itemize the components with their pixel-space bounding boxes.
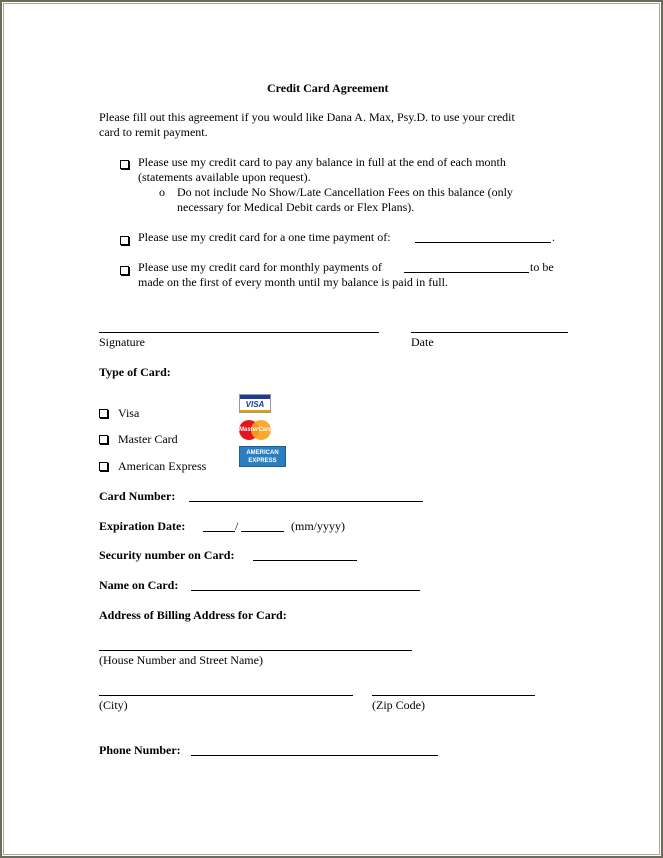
name-on-card-label: Name on Card: [99,578,179,592]
checkbox-icon [99,462,108,471]
option1-sub-line-1: Do not include No Show/Late Cancellation Fees on this balance (only [177,185,513,199]
city-label: (City) [99,698,128,712]
intro-line-2: card to remit payment. [99,125,208,139]
city-field[interactable] [99,695,353,696]
visa-logo-icon: VISA [239,394,271,413]
signature-label: Signature [99,335,145,349]
intro-paragraph [99,110,515,140]
type-of-card-label: Type of Card: [99,365,171,379]
signature-field[interactable] [99,332,379,333]
option3-line-1a: Please use my credit card for monthly payments of [138,260,382,274]
option1-sub-text [177,185,513,215]
checkbox-icon [99,409,108,418]
card-number-field[interactable] [189,501,423,502]
one-time-payment-field[interactable] [415,242,551,243]
expiration-month-field[interactable] [203,531,235,532]
expiration-format: (mm/yyyy) [291,519,345,533]
amex-logo-icon: AMERICAN EXPRESS [239,446,286,467]
zip-code-field[interactable] [372,695,535,696]
monthly-payment-field[interactable] [404,272,529,273]
amex-label: American Express [118,459,207,473]
phone-number-field[interactable] [191,755,438,756]
zip-code-label: (Zip Code) [372,698,425,712]
name-on-card-field[interactable] [191,590,420,591]
option2-period: . [552,230,555,244]
option3-line-1b: to be [530,260,554,274]
expiration-separator: / [235,519,239,533]
amex-option[interactable] [99,459,206,474]
option1-text [138,155,506,185]
checkbox-icon [120,266,129,275]
option3-line-2: made on the first of every month until my balance is paid in full. [138,275,448,289]
page-title: Credit Card Agreement [267,81,389,95]
billing-address-label: Address of Billing Address for Card: [99,608,287,622]
expiration-label: Expiration Date: [99,519,186,533]
visa-option[interactable] [99,406,139,421]
security-number-field[interactable] [253,560,357,561]
checkbox-icon [99,435,108,444]
date-label: Date [411,335,434,349]
checkbox-icon [120,236,129,245]
intro-line-1: Please fill out this agreement if you would like Dana A. Max, Psy.D. to use your credit [99,110,515,124]
option2-text: Please use my credit card for a one time payment of: [138,230,391,244]
street-address-field[interactable] [99,650,412,651]
card-number-label: Card Number: [99,489,176,503]
mastercard-label: Master Card [118,432,178,446]
option1-line-1: Please use my credit card to pay any balance in full at the end of each month [138,155,506,169]
mastercard-option[interactable] [99,432,178,447]
phone-number-label: Phone Number: [99,743,181,757]
mastercard-logo-icon: MasterCard [239,420,271,442]
street-address-label: (House Number and Street Name) [99,653,263,667]
visa-label: Visa [118,406,140,420]
sub-bullet-icon: o [159,185,165,199]
date-field[interactable] [411,332,568,333]
option1-sub-line-2: necessary for Medical Debit cards or Flex Plans). [177,200,415,214]
security-number-label: Security number on Card: [99,548,235,562]
expiration-year-field[interactable] [241,531,284,532]
checkbox-icon [120,160,129,169]
option1-line-2: (statements available upon request). [138,170,311,184]
